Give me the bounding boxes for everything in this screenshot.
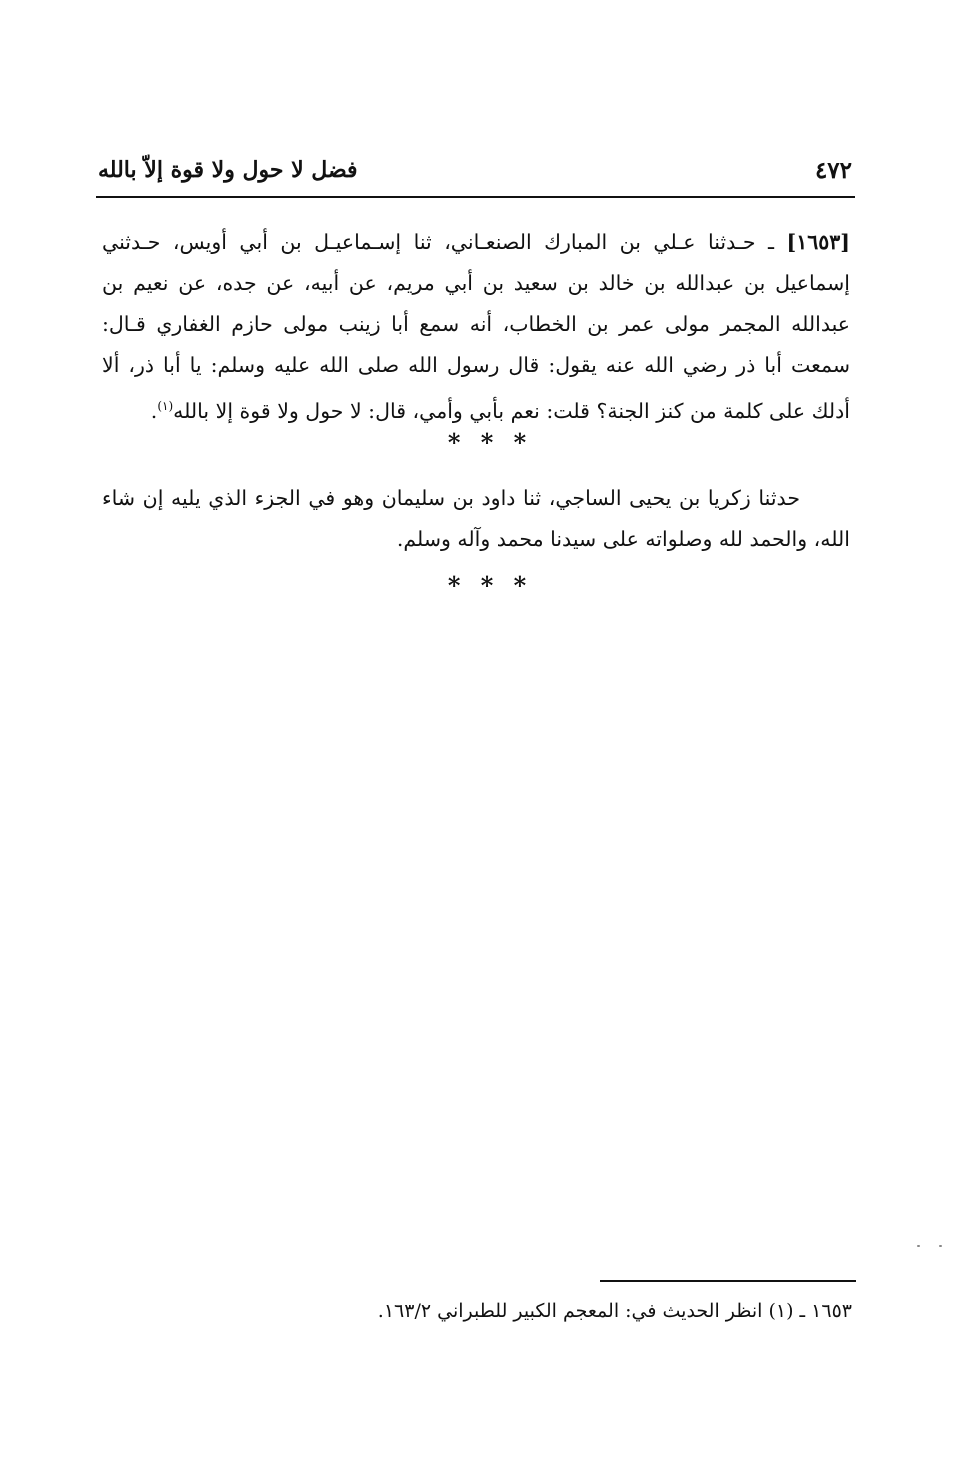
running-head-title: فضل لا حول ولا قوة إلاّ بالله <box>98 157 358 183</box>
hadith-text: ـ حـدثنا عـلي بن المبارك الصنعـاني، ثنا إسـماعيـل بن أبي أويس، حـدثني إسماعيل بن عبدالله بن خالد بن سعيد بن أبي مريم، عن أبيه، عن جده، عن نعيم بن عبدالله المجمر مولى عمر بن الخطاب، أنه سمع أبا زينب مولى حازم الغفاري قـال: سمعت أبا ذر رضي الله عنه يقول: قال رسول الله صلى الله عليه وسلم: يا أبا ذر، ألا أدلك على كلمة من كنز الجنة؟ قلت: نعم بأبي وأمي، قال: لا حول ولا قوة إلا بالله <box>102 230 850 423</box>
hadith-paragraph <box>102 222 850 432</box>
asterisk-separator: * * * <box>447 571 533 600</box>
header-rule <box>96 196 855 198</box>
footnote-reference: (١) <box>157 399 174 413</box>
closing-paragraph: حدثنا زكريا بن يحيى الساجي، ثنا داود بن سليمان وهو في الجزء الذي يليه إن شاء الله، والحمد لله وصلواته على سيدنا محمد وآله وسلم. <box>102 486 850 551</box>
hadith-number: [١٦٥٣] <box>786 230 850 254</box>
asterisk-separator: * * * <box>447 428 533 457</box>
scan-speck <box>917 1245 920 1247</box>
footnote-rule <box>600 1280 856 1282</box>
scan-speck <box>939 1245 942 1247</box>
footnote: ١٦٥٣ ـ (١) انظر الحديث في: المعجم الكبير للطبراني ١٦٣/٢. <box>377 1300 852 1322</box>
running-head <box>98 150 852 190</box>
hadith-end: . <box>150 398 158 423</box>
page-number: ٤٧٢ <box>814 156 852 184</box>
